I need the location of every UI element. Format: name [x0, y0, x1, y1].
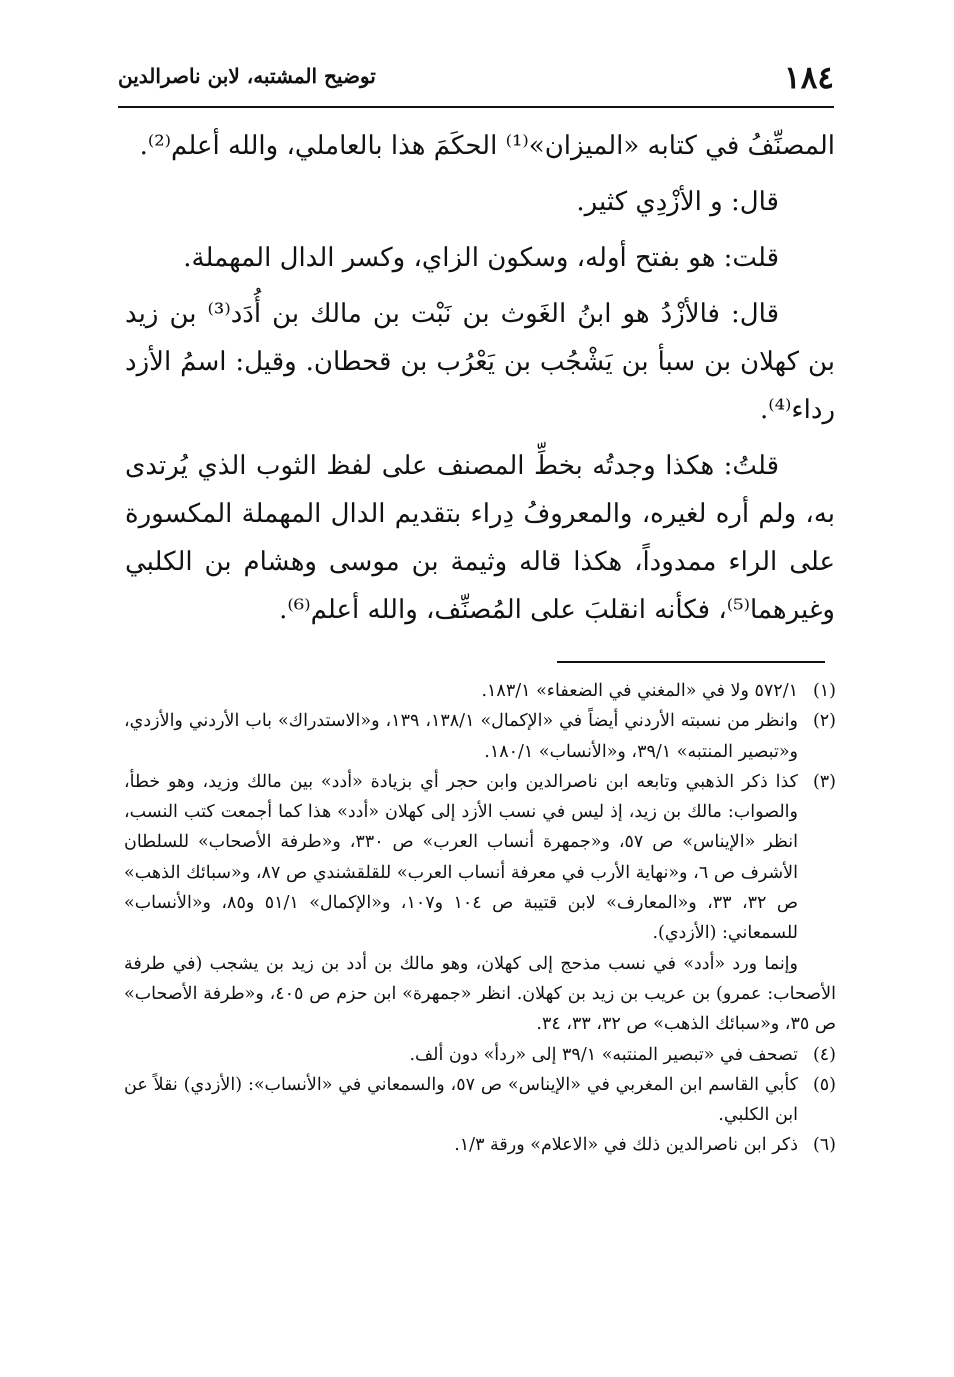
- footnote: [124, 767, 836, 949]
- footnote-number: (٢): [812, 711, 836, 732]
- page-number: ١٨٤: [784, 60, 834, 96]
- footnote-text: ٥٧٢/١ ولا في «المغني في الضعفاء» ١٨٣/١.: [481, 681, 798, 701]
- footnote: [124, 706, 836, 767]
- footnote-separator: [557, 661, 825, 663]
- footnote-number: (٤): [812, 1044, 836, 1065]
- footnote: [124, 1070, 836, 1131]
- footnote: [124, 676, 836, 706]
- footnote-number: (٦): [812, 1135, 836, 1156]
- footnote: [124, 1130, 836, 1160]
- footnote-text: كأبي القاسم ابن المغربي في «الإيناس» ص ٥٧، والسمعاني في «الأنساب»: (الأزدي) نقلاً عن ابن الكلبي.: [124, 1074, 798, 1126]
- footnote-text: تصحف في «تبصير المنتبه» ٣٩/١ إلى «ردأ» دون ألف.: [409, 1044, 798, 1065]
- page-header: [118, 56, 834, 108]
- footnote-number: (٣): [812, 771, 836, 792]
- footnote-number: (١): [812, 681, 836, 701]
- header-rule: [118, 106, 834, 108]
- main-text: [125, 122, 835, 642]
- footnotes: [124, 676, 836, 1161]
- footnote: [124, 1040, 836, 1070]
- footnote-continuation: وإنما ورد «أدد» في نسب مذحج إلى كهلان، وهو مالك بن أدد بن زيد بن يشجب (في طرفة الأصحاب: عمرو) بن عريب بن زيد بن كهلان. انظر «جمهرة» ابن حزم ص ٤٠٥، و«طرفة الأصحاب» ص ٣٥، و«سبائك الذهب» ص ٣٢، ٣٣، ٣٤.: [124, 953, 836, 1035]
- body-paragraph: قال: فالأزْدُ هو ابنُ الغَوث بن نَبْت بن مالك بن أُدَد⁽³⁾ بن زيد بن كهلان بن سبأ بن يَشْجُب بن يَعْرُب بن قحطان. وقيل: اسمُ الأزد رداء⁽⁴⁾.: [125, 299, 835, 425]
- footnote-text: كذا ذكر الذهبي وتابعه ابن ناصرالدين وابن حجر أي بزيادة «أدد» بين مالك وزيد، وهو خطأ، والصواب: مالك بن زيد، إذ ليس في نسب الأزد إلى كهلان «أدد» هذا كما أجمعت كتب النسب، انظر «الإيناس» ص ٥٧، و«جمهرة أنساب العرب» ص ٣٣٠، و«طرفة الأصحاب» للسلطان الأشرف ص ٦، و«نهاية الأرب في معرفة أنساب العرب» للقلقشندي ص ٨٧، و«سبائك الذهب» ص ٣٢، ٣٣، و«المعارف» لابن قتيبة ص ١٠٤ و١٠٧، و«الإكمال» ٥١/١ و٨٥، و«الأنساب» للسمعاني: (الأزدي).: [124, 771, 799, 944]
- footnote-number: (٥): [812, 1074, 836, 1095]
- body-paragraph: المصنِّفُ في كتابه «الميزان»⁽¹⁾ الحكَمَ هذا بالعاملي، والله أعلم⁽²⁾.: [139, 131, 835, 161]
- footnote-text: وانظر من نسبته الأردني أيضاً في «الإكمال» ١٣٨/١، ١٣٩، و«الاستدراك» باب الأردني والأزدي، و«تبصير المنتبه» ٣٩/١، و«الأنساب» ١٨٠/١.: [124, 711, 798, 762]
- body-paragraph: قلت: هو بفتح أوله، وسكون الزاي، وكسر الدال المهملة.: [183, 243, 779, 273]
- footnote-text: ذكر ابن ناصرالدين ذلك في «الاعلام» ورقة ١/٣.: [454, 1135, 798, 1156]
- body-paragraph: قال: و الأزْدِي كثير.: [576, 187, 779, 217]
- running-title: توضيح المشتبه، لابن ناصرالدين: [118, 64, 376, 88]
- body-paragraph: قلتُ: هكذا وجدتُه بخطِّ المصنف على لفظ الثوب الذي يُرتدى به، ولم أره لغيره، والمعروفُ دِراء بتقديم الدال المهملة المكسورة على الراء ممدوداً، هكذا قاله وثيمة بن موسى وهشام بن الكلبي وغيرهما⁽⁵⁾، فكأنه انقلبَ على المُصنِّف، والله أعلم⁽⁶⁾.: [125, 451, 835, 625]
